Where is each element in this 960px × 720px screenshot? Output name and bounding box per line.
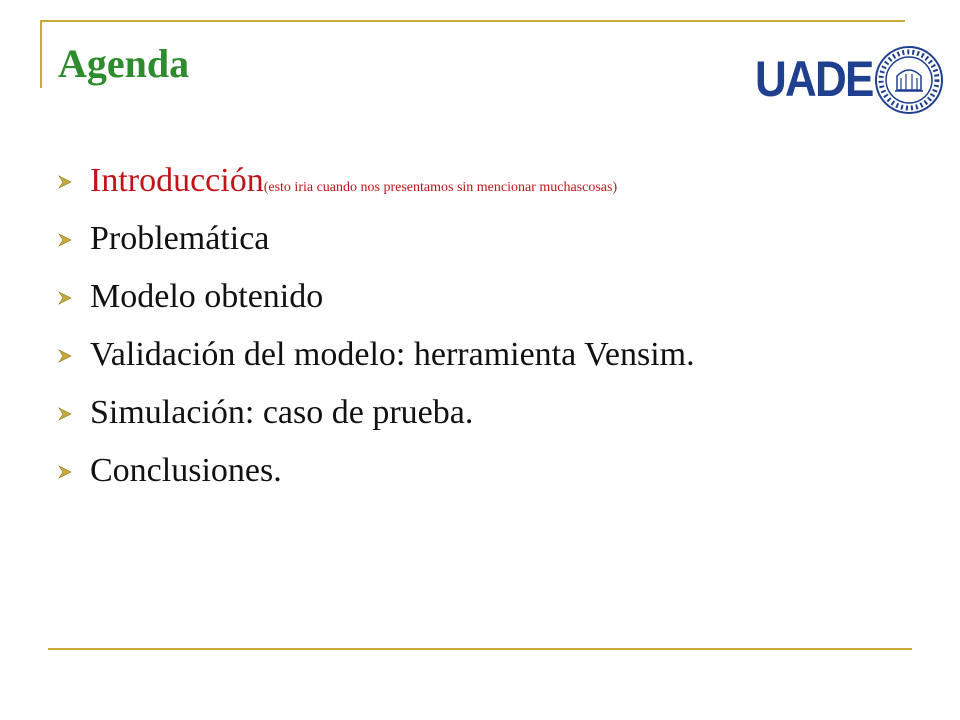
agenda-item	[58, 162, 695, 220]
agenda-item	[58, 220, 695, 278]
university-seal-icon	[873, 44, 945, 116]
agenda-item-label: Modelo obtenido	[90, 278, 324, 315]
uade-logo	[755, 44, 945, 116]
top-rule	[40, 20, 905, 22]
agenda-item-label: Validación del modelo: herramienta Vensim.	[90, 336, 695, 373]
agenda-item-label: Problemática	[90, 220, 270, 257]
agenda-item-label: Simulación: caso de prueba.	[90, 394, 474, 431]
arrow-bullet-icon	[58, 175, 90, 189]
slide-title: Agenda	[58, 41, 190, 86]
agenda-item	[58, 394, 695, 452]
arrow-bullet-icon	[58, 233, 90, 247]
arrow-bullet-icon	[58, 349, 90, 363]
agenda-item-label: Introducción	[90, 162, 264, 199]
left-rule	[40, 20, 42, 88]
agenda-list	[58, 162, 695, 510]
arrow-bullet-icon	[58, 465, 90, 479]
agenda-item	[58, 452, 695, 510]
arrow-bullet-icon	[58, 407, 90, 421]
bottom-rule	[48, 648, 912, 650]
agenda-item-label: Conclusiones.	[90, 452, 282, 489]
agenda-item	[58, 278, 695, 336]
agenda-item-note: (esto iria cuando nos presentamos sin mencionar muchascosas)	[263, 180, 618, 195]
arrow-bullet-icon	[58, 291, 90, 305]
logo-wordmark: UADE	[755, 51, 873, 107]
agenda-item	[58, 336, 695, 394]
